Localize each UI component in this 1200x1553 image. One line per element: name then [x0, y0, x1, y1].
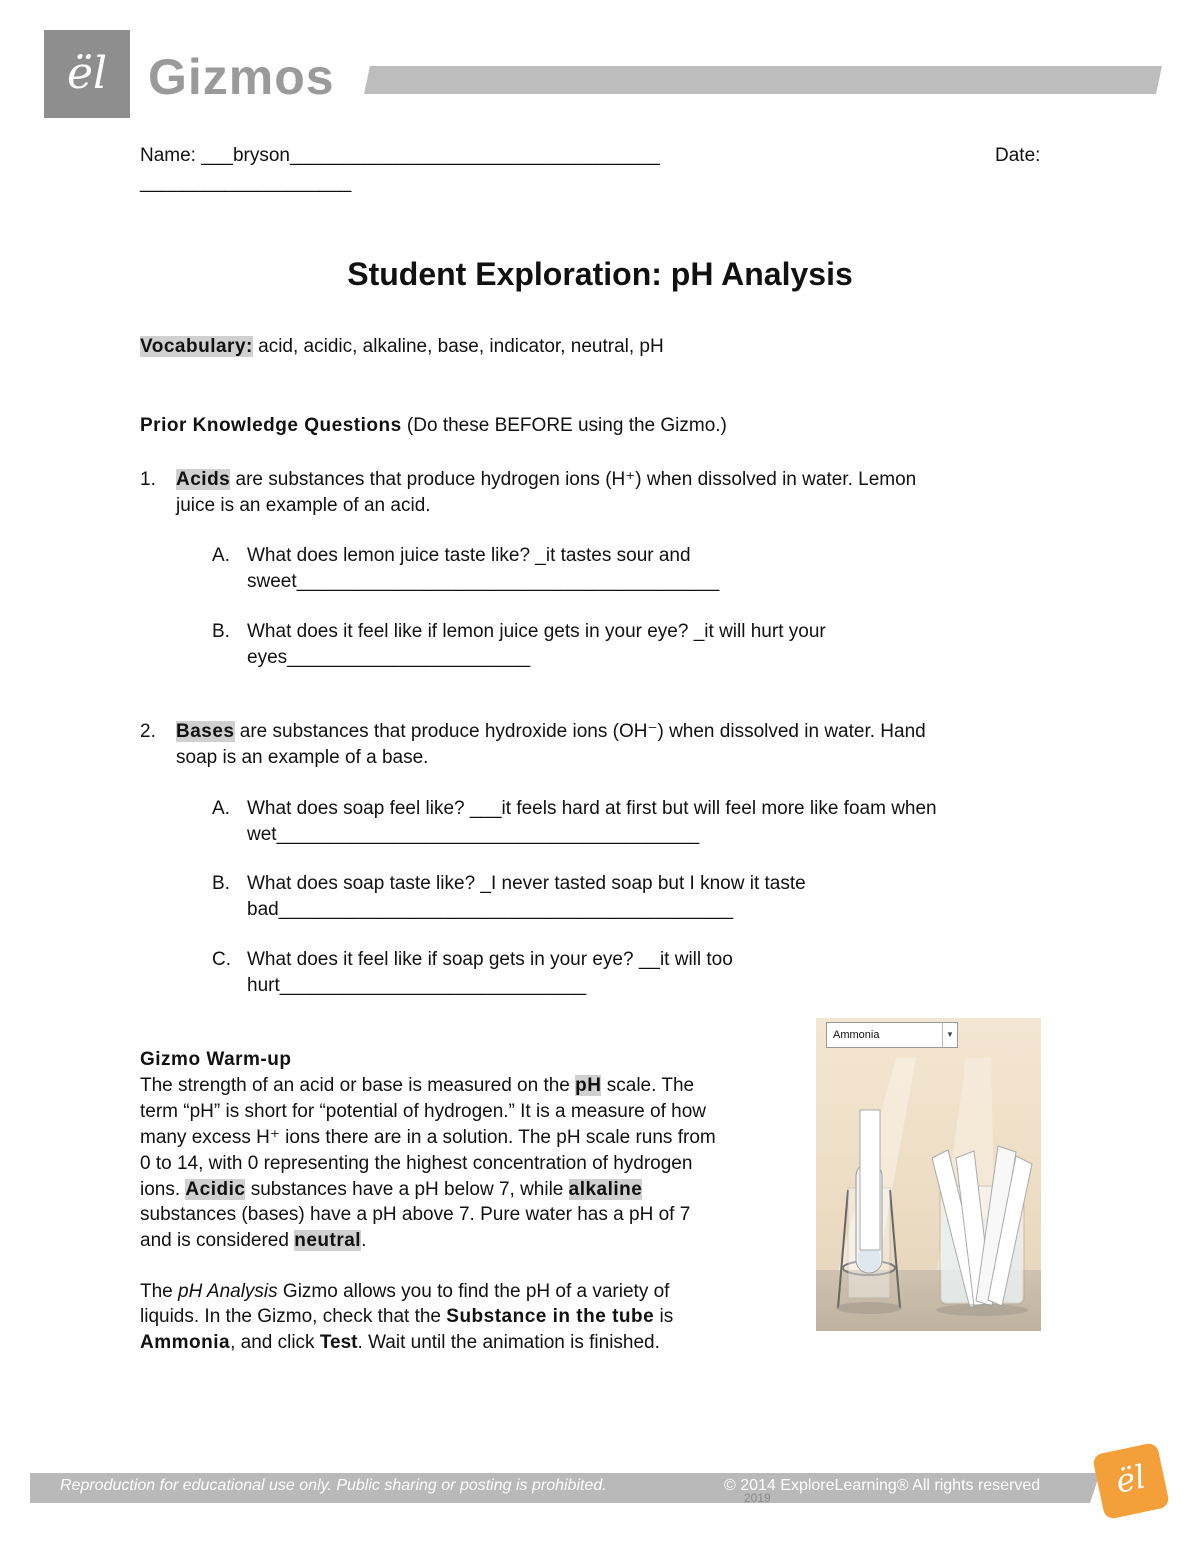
warmup-p1-line5: [140, 1177, 642, 1203]
q2b-line1: What does soap taste like? _I never tasted soap but I know it taste: [247, 873, 806, 894]
text: The: [140, 1281, 179, 1302]
neutral-keyword: neutral: [294, 1230, 362, 1251]
q1-keyword: Acids: [176, 469, 231, 490]
q2-line2: soap is an example of a base.: [176, 747, 429, 768]
q2-text1: are substances that produce hydroxide ions (OH⁻) when dissolved in water. Hand: [234, 721, 926, 742]
warmup-heading: [140, 1047, 291, 1073]
q2-number: 2.: [140, 721, 156, 742]
q2b-answer-line: bad___________________________________________: [247, 899, 734, 920]
text: The strength of an acid or base is measured on the: [140, 1075, 576, 1096]
acidic-keyword: Acidic: [185, 1179, 246, 1200]
text: is: [654, 1306, 674, 1327]
text: and is considered: [140, 1230, 295, 1251]
warmup-p1-line1: [140, 1073, 694, 1099]
q2-keyword: Bases: [176, 721, 235, 742]
warmup-p1-line6: substances (bases) have a pH above 7. Pure water has a pH of 7: [140, 1204, 691, 1225]
q1-number: 1.: [140, 469, 156, 490]
ph-keyword: pH: [575, 1075, 602, 1096]
footer-notice: Reproduction for educational use only. Public sharing or posting is prohibited.: [60, 1477, 607, 1494]
q2c-line1: What does it feel like if soap gets in your eye? __it will too: [247, 949, 733, 970]
warmup-p2-line3: [140, 1330, 660, 1356]
vocabulary-terms: acid, acidic, alkaline, base, indicator, neutral, pH: [252, 336, 664, 357]
q2a-answer-line: wet________________________________________: [247, 824, 700, 845]
substance-dropdown-value: Ammonia: [833, 1029, 880, 1041]
q1b-line1: What does it feel like if lemon juice gets in your eye? _it will hurt your: [247, 621, 826, 642]
date-line: ____________________: [140, 172, 352, 193]
text: liquids. In the Gizmo, check that the: [140, 1306, 447, 1327]
ammonia-term: Ammonia: [140, 1332, 231, 1353]
warmup-p1-line7: [140, 1228, 366, 1254]
q1a-line1: What does lemon juice taste like? _it tastes sour and: [247, 545, 691, 566]
q1b-letter: B.: [212, 621, 230, 642]
warmup-p1-line2: term “pH” is short for “potential of hydrogen.” It is a measure of how: [140, 1101, 707, 1122]
brand-title: Gizmos: [148, 49, 335, 105]
chevron-down-icon[interactable]: ▼: [942, 1023, 957, 1047]
prior-knowledge-heading: [140, 413, 727, 439]
prior-knowledge-title: Prior Knowledge Questions: [140, 415, 402, 436]
text: . Wait until the animation is finished.: [357, 1332, 660, 1353]
q2c-letter: C.: [212, 949, 231, 970]
vocabulary-label: Vocabulary:: [140, 336, 253, 357]
text: substances have a pH below 7, while: [245, 1179, 569, 1200]
logo-glyph: ël: [66, 48, 108, 99]
date-label: Date:: [995, 145, 1041, 166]
prior-knowledge-note: (Do these BEFORE using the Gizmo.): [401, 415, 727, 436]
q2a-line1: What does soap feel like? ___it feels hard at first but will feel more like foam when: [247, 798, 937, 819]
gizmo-screenshot: [816, 1018, 1041, 1331]
footer-year-overlay: 2019: [744, 1491, 771, 1505]
warmup-p2-line2: [140, 1304, 673, 1330]
vocabulary-line: [140, 334, 664, 360]
lab-apparatus: [816, 1018, 1041, 1331]
text: , and click: [230, 1332, 320, 1353]
footer-copyright: © 2014 ExploreLearning® All rights reserved: [724, 1477, 1041, 1494]
q2c-answer-line: hurt_____________________________: [247, 975, 587, 996]
text: ions.: [140, 1179, 186, 1200]
q2a-letter: A.: [212, 798, 230, 819]
q2b-letter: B.: [212, 873, 230, 894]
warmup-title: Gizmo Warm-up: [140, 1049, 292, 1070]
q1-text1: are substances that produce hydrogen ions (H⁺) when dissolved in water. Lemon: [230, 469, 917, 490]
warmup-p1-line4: 0 to 14, with 0 representing the highest concentration of hydrogen: [140, 1153, 693, 1174]
explorelearning-logo: [44, 30, 130, 118]
text: Gizmo allows you to find the pH of a variety of: [277, 1281, 670, 1302]
page-title: Student Exploration: pH Analysis: [347, 256, 853, 292]
q1a-letter: A.: [212, 545, 230, 566]
warmup-p2-line1: [140, 1279, 669, 1305]
footer-logo-glyph: ël: [1112, 1457, 1149, 1501]
test-tube: [856, 1110, 882, 1273]
test-term: Test: [319, 1332, 358, 1353]
substance-term: Substance in the tube: [446, 1306, 655, 1327]
header-bar: [364, 66, 1162, 94]
q2-line1: [176, 719, 926, 745]
name-line: Name: ___bryson___________________________________: [140, 145, 660, 166]
q1-line2: juice is an example of an acid.: [176, 495, 431, 516]
alkaline-keyword: alkaline: [568, 1179, 643, 1200]
q1-line1: [176, 467, 916, 493]
text: scale. The: [601, 1075, 695, 1096]
warmup-p1-line3: many excess H⁺ ions there are in a solution. The pH scale runs from: [140, 1127, 716, 1148]
beaker-with-strips: [932, 1146, 1032, 1316]
footer-logo: [1092, 1442, 1170, 1520]
gizmo-name: pH Analysis: [178, 1281, 278, 1302]
text: .: [361, 1230, 367, 1251]
q1b-answer-line: eyes_______________________: [247, 647, 531, 668]
q1a-answer-line: sweet________________________________________: [247, 571, 720, 592]
